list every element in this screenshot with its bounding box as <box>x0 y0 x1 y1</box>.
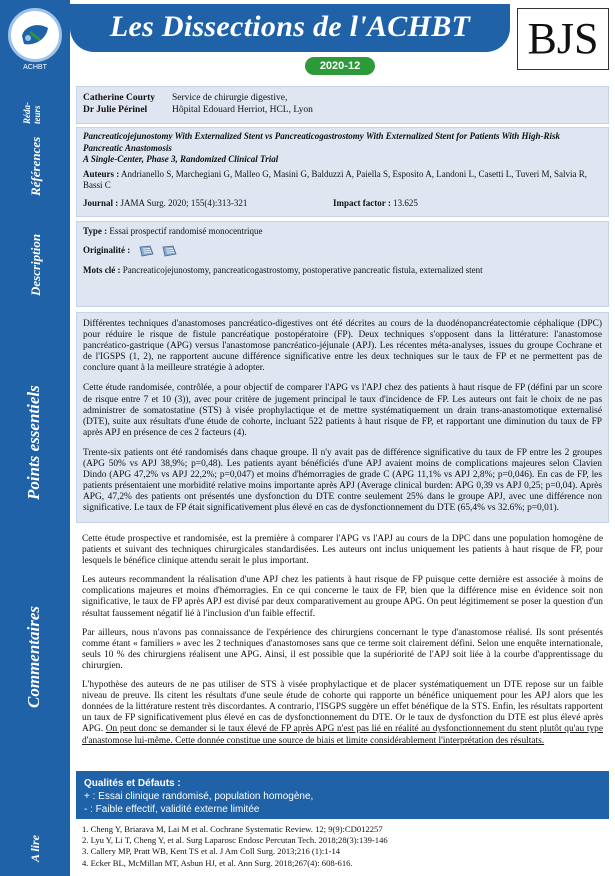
rail-label-description: Description <box>28 233 43 296</box>
page-header <box>0 0 615 82</box>
affiliation-line-1: Service de chirurgie digestive, <box>172 93 288 103</box>
references-panel <box>76 127 609 217</box>
comments-paragraph-2: Les auteurs recommandent la réalisation d'une APJ chez les patients à haut risque de FP puisque cette dernière est associée à moins de complications majeures et moins d'hémorragies. En ce qui concerne le taux de FP, bien que la différence mise en évidence soit non significative, le taux de FP après APJ est divisé par deux comparativement au groupe APG. On peut légitimement se poser la question d'un résultat faussement négatif lié à l'inclusion d'un faible effectif. <box>82 575 603 619</box>
page-title: Les Dissections de l'ACHBT <box>109 10 471 43</box>
commentaires-panel <box>76 530 609 766</box>
impact-value: 13.625 <box>393 197 418 208</box>
motscles-label: Mots clé : <box>83 265 121 275</box>
bjs-logo: BJS <box>517 8 609 70</box>
author-names <box>83 92 155 116</box>
type-label: Type : <box>83 226 108 236</box>
journal-label: Journal : <box>83 197 119 208</box>
bibliography-item: 3. Callery MP, Pratt WB, Kent TS et al. J Am Coll Surg. 2013;216 (1):1-14 <box>82 846 341 857</box>
points-paragraph-1: Différentes techniques d'anastomoses pancréatico-digestives ont été décrites au cours de la duodénopancréatectomie céphalique (DPC) pour réduire le risque de fistule pancréatique postopératoire (FP). Deux techniques s'opposent dans la littérature: l'anastomose pancréatico-gastrique (APG) versus l'anastomose pancréatico-jéjunale (APJ). Les récentes méta-analyses, issues du groupe Cochrane et de l'IGSPS (1, 2), ne rapportent aucune différence significative entre les deux techniques sur le taux de FP et ne permettent pas de conclure quant à la meilleure stratégie à adopter. <box>83 319 602 374</box>
author-affiliation <box>172 92 313 116</box>
journal-value: JAMA Surg. 2020; 155(4):313-321 <box>120 197 248 208</box>
quality-minus: - : Faible effectif, validité externe limitée <box>84 804 260 815</box>
comments-paragraph-1: Cette étude prospective et randomisée, est la première à comparer l'APG vs l'APJ au cours de la DPC dans une population homogène de patients et suivant des techniques chirurgicales standardisées. Les auteurs ont inclus uniquement les patients à haut risque de FP, pour lesquels le bénéfice clinique attendu serait le plus important. <box>82 534 603 567</box>
title-banner <box>70 4 510 52</box>
quality-title: Qualités et Défauts : <box>84 778 181 789</box>
motscles-value: Pancreaticojejunostomy, pancreaticogastrostomy, postoperative pancreatic fistula, externalized stent <box>122 265 483 275</box>
journal-line <box>83 198 602 210</box>
comments-paragraph-4 <box>82 680 603 747</box>
rail-label-redacteurs-text: Réda- teurs <box>22 102 42 124</box>
document-icon <box>162 245 177 257</box>
quality-panel <box>76 771 609 819</box>
type-row <box>83 226 602 237</box>
originalite-label: Originalité : <box>83 245 131 256</box>
points-paragraph-3: Trente-six patients ont été randomisés dans chaque groupe. Il n'y avait pas de différence significative du taux de FP entre les 2 groupes (APG 50% vs APJ 38,9%; p=0,48). Les patients ayant bénéficiés d'une APJ avaient moins de complications majeures selon Clavien Dindo (APG 47,2% vs APJ 22,2%; p=0,047) et moins d'hémorragies de grade C (APG 11,1% vs APJ 2,8%; p=0,046). En cas de FP, les patients présentaient une morbidité relative moins importante après APJ (Average clinical burden: APG 0,39 vs APJ 0,25; p=0,04). Après APG, 47,2% des patients ont présentés une dysfonction du DTE contre seulement 25% dans le groupe APJ, avec une différence non significative. Le taux de FP était significativement plus élevé en cas de dysfonctionnement du DTE (65,4% vs 32.6%; p=0,01). <box>83 447 602 514</box>
authors-list: Andrianello S, Marchegiani G, Malleo G, Masini G, Balduzzi A, Paiella S, Esposito A, Landoni L, Casetti L, Tuveri M, Salvia R, Bassi C <box>83 168 587 190</box>
author-name-1: Catherine Courty <box>83 93 156 103</box>
article-authors <box>83 169 602 192</box>
quality-plus: + : Essai clinique randomisé, population homogène, <box>84 791 314 802</box>
bibliography-item: 1. Cheng Y, Briarava M, Lai M et al. Cochrane Systematic Review. 12; 9(9):CD012257 <box>82 824 383 834</box>
comments-paragraph-3: Par ailleurs, nous n'avons pas connaissance de l'expérience des chirurgiens concernant le type d'anastomose réalisé. Ils sont présentés comme étant « familiers » avec les 2 techniques d'anastomoses sans que ce terme soit clairement défini. Selon une enquête internationale, seuls 10 % des chirurgiens réalisent une APG. Ainsi, il est possible que la supériorité de l'APJ soit liée à la courbe d'apprentissage du chirurgien. <box>82 627 603 671</box>
type-value: Essai prospectif randomisé monocentrique <box>109 226 263 236</box>
bibliography-item: 2. Lyu Y, Li T, Cheng Y, et al. Surg Laparosc Endosc Percutan Tech. 2018;28(3):139-146 <box>82 835 388 846</box>
impact-factor <box>333 198 418 210</box>
bibliography-panel <box>76 822 609 872</box>
motscles-row <box>83 265 602 276</box>
description-panel <box>76 221 609 307</box>
authors-panel <box>76 86 609 124</box>
rail-label-points: Points essentiels <box>24 385 43 500</box>
rail-label-redacteurs <box>22 102 42 124</box>
bibliography-item: 4. Ecker BL, McMillan MT, Asbun HJ, et al. Ann Surg. 2018;267(4): 608-616. <box>82 857 353 868</box>
comments-paragraph-4-underlined: On peut donc se demander si le taux élevé de FP après APG n'est pas lié en réalité au dysfonctionnement du stent plutôt qu'au type d'anastomose lui-même. Cette donnée constitue une source de biais et limite considérablement l'interprétation des résultats. <box>82 724 603 746</box>
points-paragraph-2: Cette étude randomisée, contrôlée, a pour objectif de comparer l'APG vs l'APJ chez des patients à haut risque de FP (défini par un score de risque entre 7 et 10 (3)), avec pour critère de jugement principal le taux d'incidence de FP. Les auteurs ont fait le choix de ne pas administrer de somatostatine (STS) à visée prophylactique et de mettre systématiquement un drain trans-anastomotique externalisé (DTE), suite aux résultats d'une étude de cohorte, incluant 522 patients à haut risque de FP, et rapportant une diminution du taux de FP après APJ en présence de ces 2 facteurs (4). <box>83 383 602 438</box>
date-badge: 2020-12 <box>305 57 375 75</box>
article-subtitle: A Single-Center, Phase 3, Randomized Clinical Trial <box>83 154 279 164</box>
rail-label-references: Références <box>28 136 43 196</box>
rail-label-alire: A lire <box>28 834 42 862</box>
originalite-row <box>83 245 602 257</box>
authors-label: Auteurs : <box>83 168 120 179</box>
affiliation-line-2: Hôpital Edouard Herriot, HCL, Lyon <box>172 105 313 115</box>
liver-icon <box>18 18 52 52</box>
article-title: Pancreaticojejunostomy With Externalized Stent vs Pancreaticogastrostomy With Externalized Stent for Patients With High-Risk Pancreatic Anastomosis <box>83 131 561 153</box>
document-icon <box>139 245 154 257</box>
achbt-logo <box>0 0 70 82</box>
comments-paragraph-4-text: L'hypothèse des auteurs de ne pas utiliser de STS à visée prophylactique et de placer systématiquement un DTE repose sur un faible niveau de preuve. Ils citent les résultats d'une seule étude de cohorte qui rapporte un bénéfice uniquement pour les APJ alors que les données de la littérature restent très discordantes. A contrario, l'ISGPS suggère un effet bénéfique de la STS. Enfin, les résultats rapportent un taux de FP significativement plus élevé en cas de dysfonctionnement du DTE. Or le taux de dysfonction du DTE est plus élevé après APG. <box>82 680 603 735</box>
rail-label-commentaires: Commentaires <box>24 605 43 708</box>
author-name-2: Dr Julie Périnel <box>83 105 148 115</box>
points-essentiels-panel <box>76 312 609 523</box>
impact-label: Impact factor : <box>333 197 391 208</box>
logo-text: ACHBT <box>23 64 47 71</box>
